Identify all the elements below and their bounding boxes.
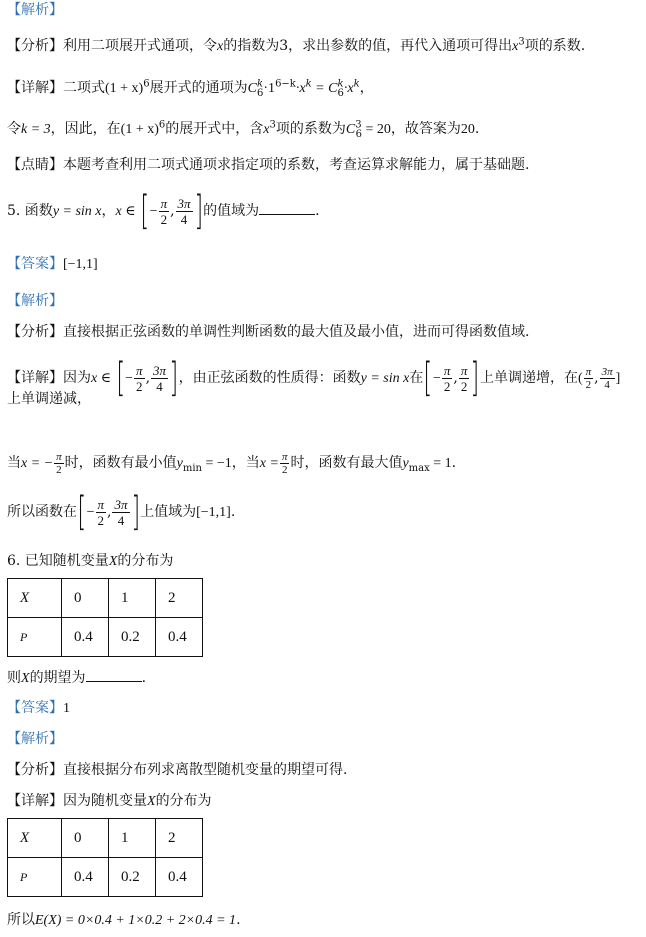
table-cell: 1 (109, 579, 156, 618)
table-cell: 0.4 (156, 618, 203, 657)
q5-analysis: 【分析】直接根据正弦函数的单调性判断函数的最大值及最小值，进而可得函数值域. (7, 324, 530, 340)
answer-blank (86, 667, 142, 682)
question-5: 5. 函数y = sin x，x ∈ [− $\frac{\pi}{2}$ , $\frac{3\pi}{4}$ ]的值域为 . (7, 188, 320, 234)
key-point-tag: 【点睛】 (7, 157, 63, 173)
q6-analysis: 【分析】直接根据分布列求离散型随机变量的期望可得. (7, 762, 348, 778)
q6-ask: 则X的期望为 . (7, 667, 146, 689)
table-cell: 0.4 (156, 858, 203, 897)
table-cell: X (8, 579, 62, 618)
q6-final: 所以E(X) = 0×0.4 + 1×0.2 + 2×0.4 = 1. (7, 912, 241, 928)
table-cell: 0 (62, 579, 109, 618)
detail-tag: 【详解】 (7, 80, 63, 96)
q5-detail-2: 上单调递减， (7, 391, 91, 407)
detail-line-2: 令k = 3，因此，在$(1 + x)^6$的展开式中，含$x^3$项的系数为$C^3_6 = 20$，故答案为20. (7, 119, 480, 140)
q6-detail: 【详解】因为随机变量X的分布为 (7, 793, 212, 809)
table-cell: P (8, 618, 62, 657)
table-cell: 0.2 (109, 618, 156, 657)
q5-detail-3: 当x = − $\frac{\pi}{2}$ 时，函数有最小值$y_{min} = -1$，当x = $\frac{\pi}{2}$ 时，函数有最大值$y_{max} = 1$. (7, 450, 457, 476)
answer-blank (259, 200, 315, 215)
q6-jiexi-label: 【解析】 (7, 731, 63, 747)
distribution-table-2 (7, 818, 203, 897)
answer-tag: 【答案】 (7, 256, 63, 272)
distribution-table-1 (7, 578, 203, 657)
q5-summary: 所以函数在[− $\frac{\pi}{2}$ , $\frac{3\pi}{4}$ ]上值域为[−1,1]. (7, 489, 236, 535)
table-row (8, 819, 203, 858)
table-cell: X (8, 819, 62, 858)
q5-answer: 【答案】[−1,1] (7, 256, 98, 272)
jiexi-label: 【解析】 (7, 2, 63, 18)
key-point-line: 【点睛】本题考查利用二项式通项求指定项的系数，考查运算求解能力，属于基础题. (7, 157, 530, 173)
detail-line-1: 【详解】二项式$(1 + x)^6$展开式的通项为$C^k_6\cdot 1^{6-k}\cdot x^k = C^k_6\cdot x^k$， (7, 78, 374, 99)
question-6: 6. 已知随机变量X的分布为 (7, 553, 174, 569)
table-row (8, 618, 203, 657)
table-row (8, 858, 203, 897)
table-row (8, 579, 203, 618)
table-cell: 0 (62, 819, 109, 858)
table-cell: 0.4 (62, 858, 109, 897)
q5-jiexi-label: 【解析】 (7, 293, 63, 309)
table-cell: 0.2 (109, 858, 156, 897)
table-cell: P (8, 858, 62, 897)
q5-detail-1: 【详解】因为x ∈ [− $\frac{\pi}{2}$ , $\frac{3\pi}{4}$ ]，由正弦函数的性质得：函数y = sin x在[− $\frac{\pi}{2}$ , $\frac{\pi}{2}$ ]上单调递增，在( $\frac{\pi}{2}$ , $\frac{3\pi}{4}$ ] (7, 355, 621, 401)
table-cell: 2 (156, 579, 203, 618)
table-cell: 1 (109, 819, 156, 858)
table-cell: 2 (156, 819, 203, 858)
table-cell: 0.4 (62, 618, 109, 657)
analysis-tag: 【分析】 (7, 38, 63, 54)
q6-answer: 【答案】1 (7, 700, 70, 716)
analysis-line-1: 【分析】利用二项展开式通项，令x的指数为3，求出参数的值，再代入通项可得出$x^3$项的系数. (7, 36, 586, 54)
